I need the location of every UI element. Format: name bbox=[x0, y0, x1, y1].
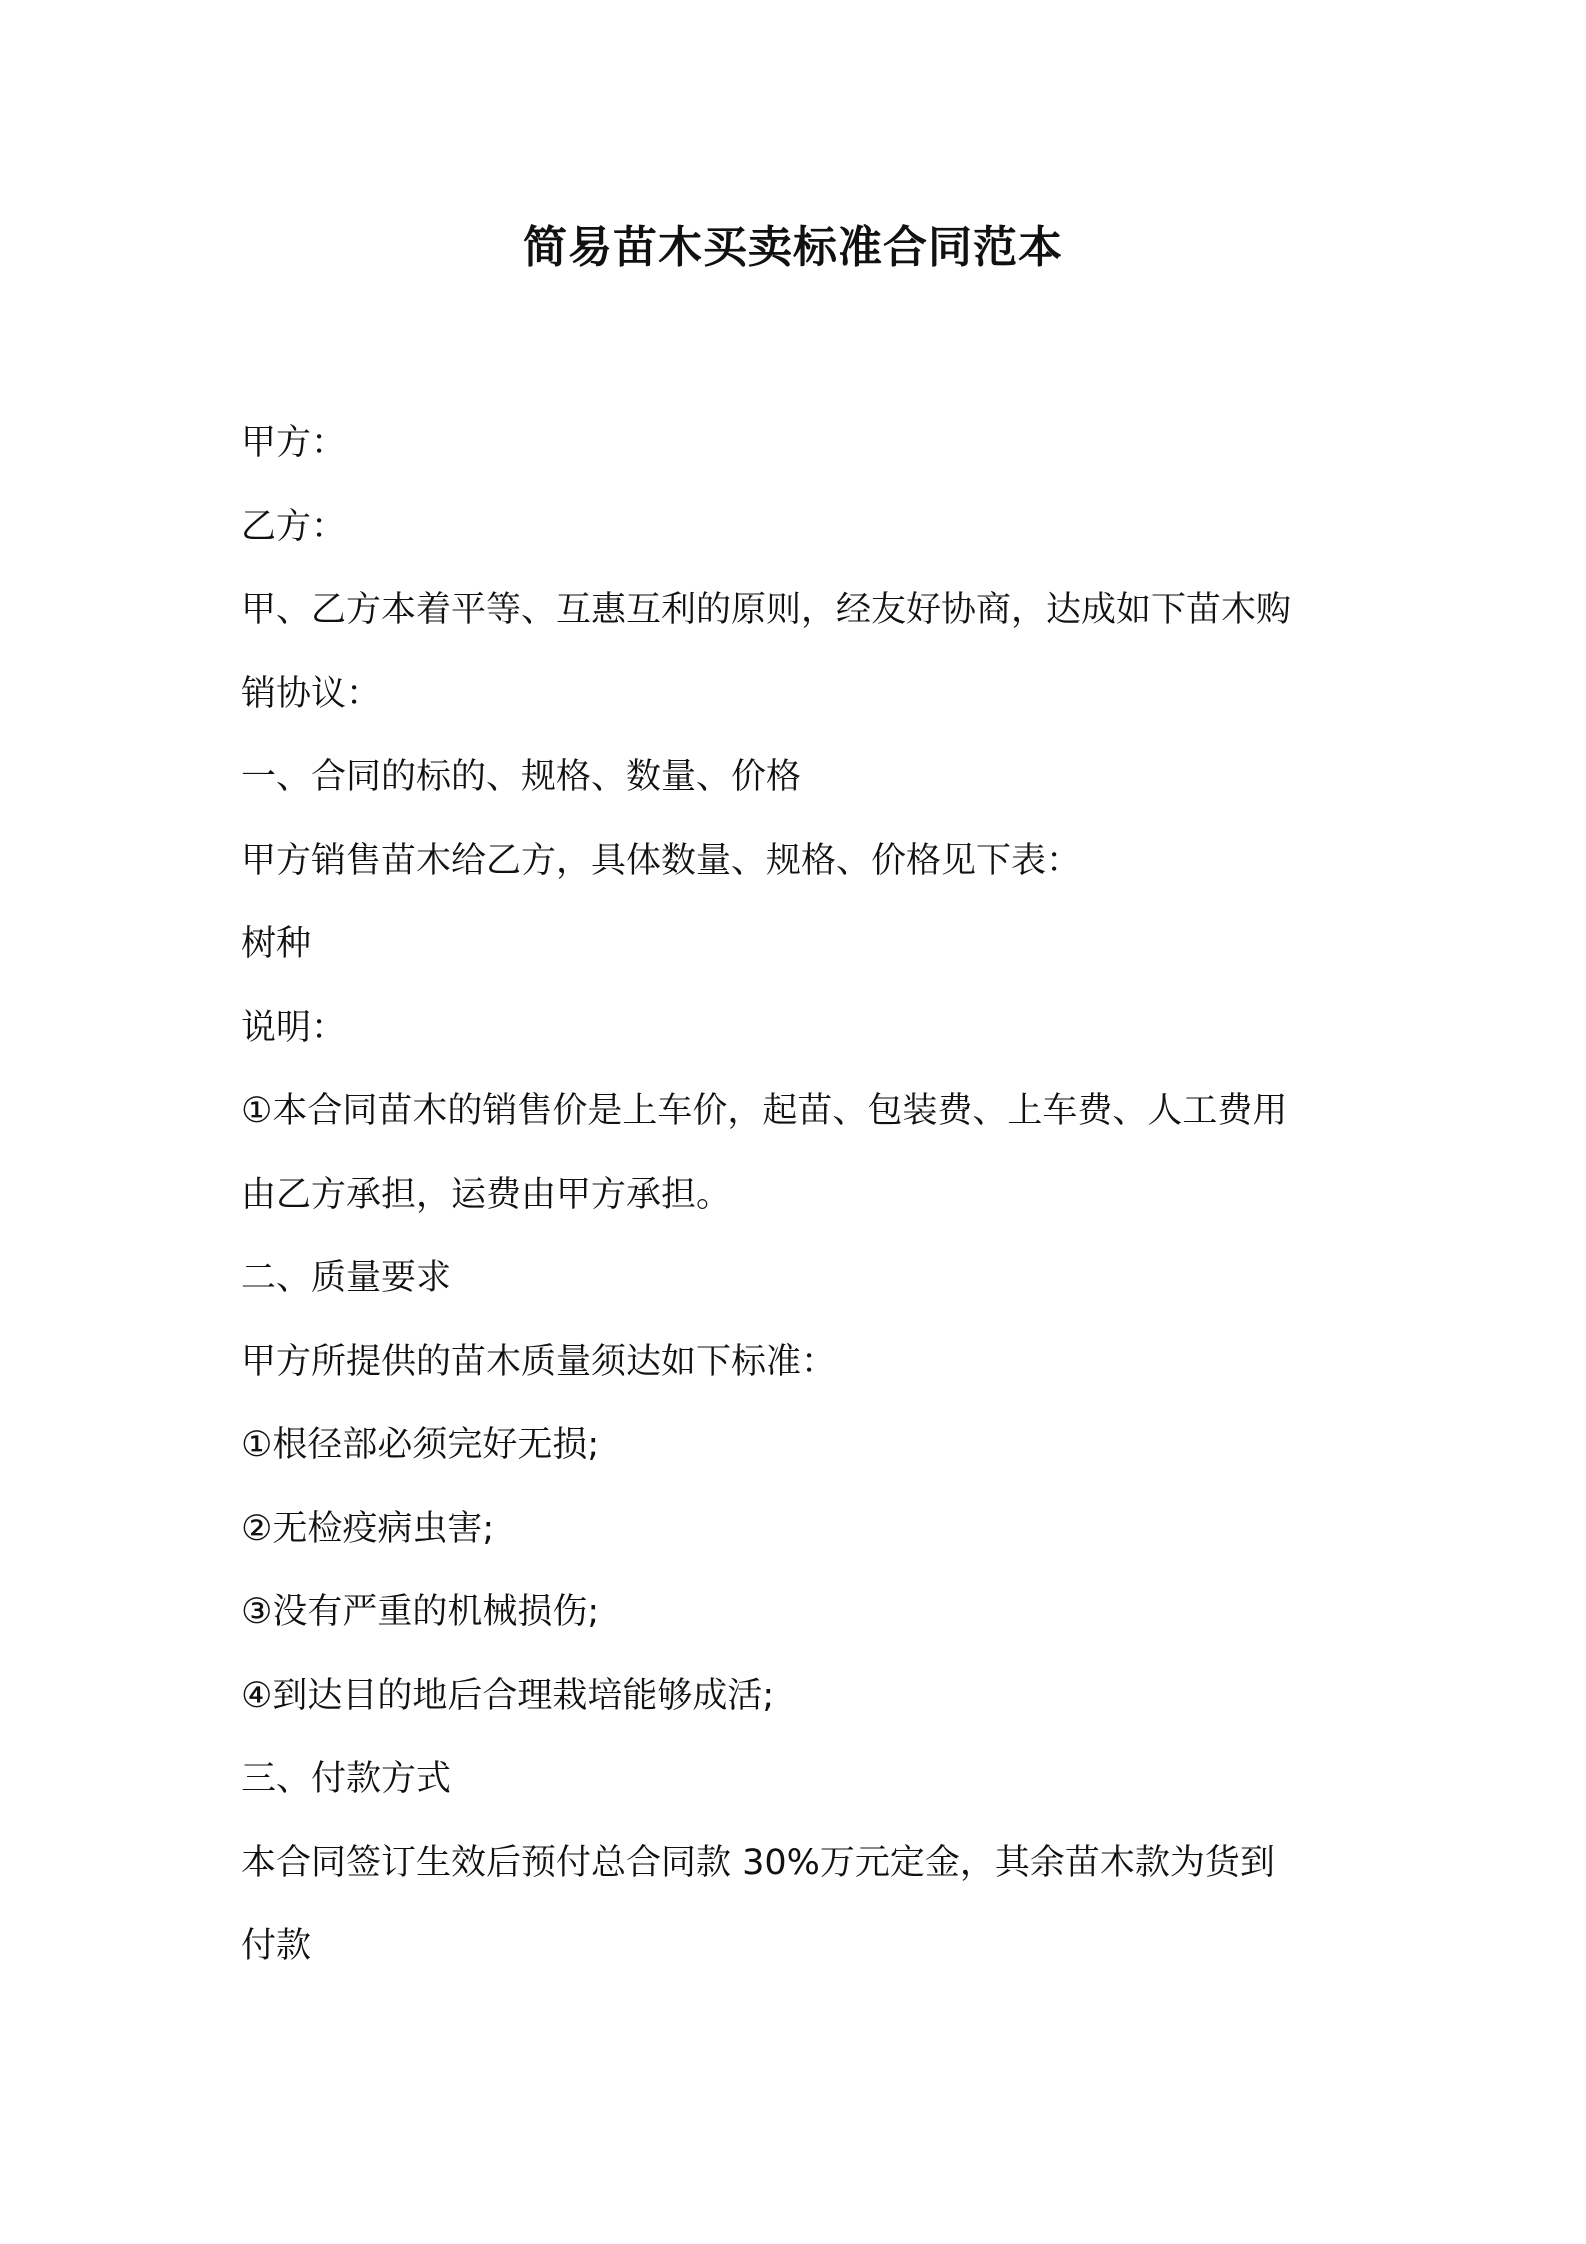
section-1-heading: 一、合同的标的、规格、数量、价格 bbox=[241, 757, 802, 797]
notes-label: 说明： bbox=[241, 1007, 347, 1048]
intro-paragraph-line-1: 甲、乙方本着平等、互惠互利的原则，经友好协商，达成如下苗木购 bbox=[241, 590, 1292, 630]
tree-species-label: 树种 bbox=[241, 924, 312, 964]
section-2-heading: 二、质量要求 bbox=[241, 1258, 452, 1298]
party-b-line: 乙方： bbox=[241, 506, 347, 547]
quality-item-3: ③没有严重的机械损伤; bbox=[241, 1592, 600, 1632]
payment-text-line-2: 付款 bbox=[241, 1926, 312, 1966]
quality-item-4: ④到达目的地后合理栽培能够成活; bbox=[241, 1675, 775, 1716]
party-a-line: 甲方： bbox=[241, 423, 347, 463]
section-3-heading: 三、付款方式 bbox=[241, 1759, 452, 1799]
document-title: 简易苗木买卖标准合同范本 bbox=[523, 222, 1063, 273]
note-1-line-2: 由乙方承担，运费由甲方承担。 bbox=[241, 1174, 732, 1215]
intro-paragraph-line-2: 销协议： bbox=[241, 673, 382, 714]
payment-text-line-1: 本合同签订生效后预付总合同款 30%万元定金，其余苗木款为货到 bbox=[241, 1842, 1275, 1883]
document-body bbox=[241, 402, 1361, 1989]
quality-item-1: ①根径部必须完好无损; bbox=[241, 1425, 600, 1465]
note-1-line-1: ①本合同苗木的销售价是上车价，起苗、包装费、上车费、人工费用 bbox=[241, 1091, 1288, 1131]
quality-item-2: ②无检疫病虫害; bbox=[241, 1508, 495, 1549]
section-2-text: 甲方所提供的苗木质量须达如下标准： bbox=[241, 1341, 837, 1382]
section-1-text: 甲方销售苗木给乙方，具体数量、规格、价格见下表： bbox=[241, 840, 1082, 881]
